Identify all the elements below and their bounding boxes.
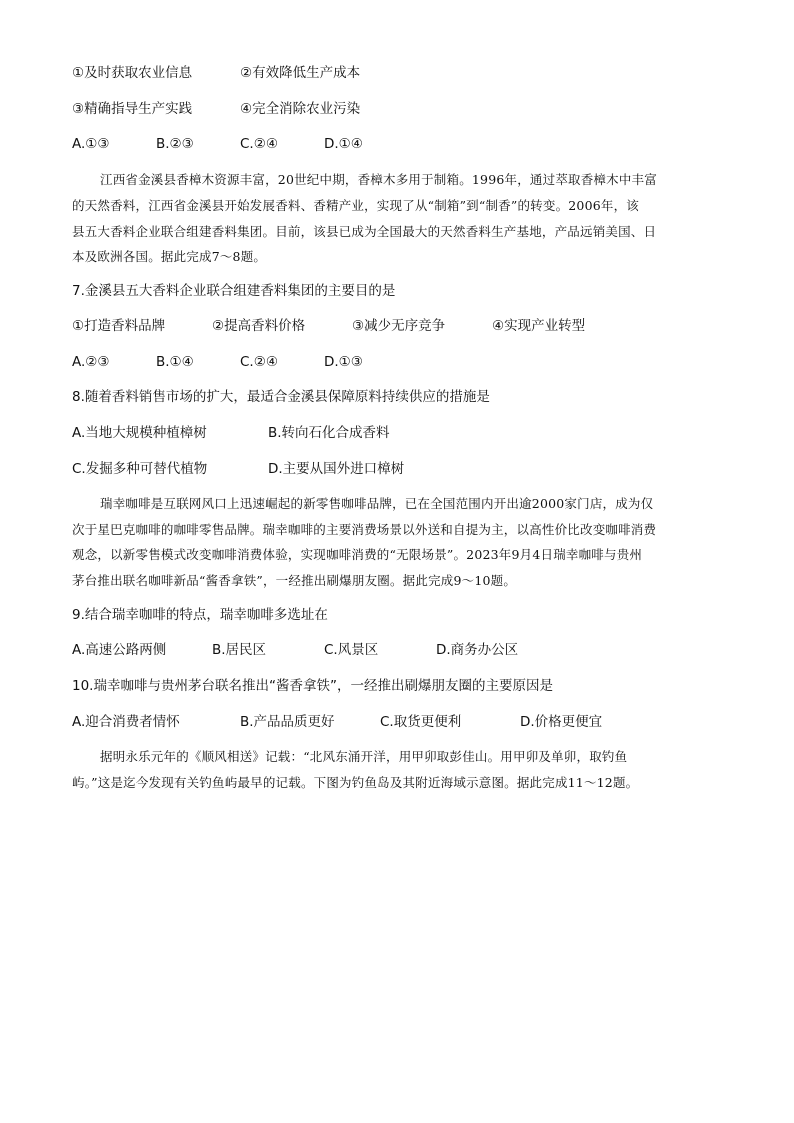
passage-line: 瑞幸咖啡是互联网风口上迅速崛起的新零售咖啡品牌，已在全国范围内开出逾2000家门店，成为仅 bbox=[100, 496, 654, 511]
option-item: ②有效降低生产成本 bbox=[240, 65, 361, 81]
answer-choice: D.商务办公区 bbox=[436, 642, 519, 658]
passage-line: 江西省金溪县香樟木资源丰富，20世纪中期，香樟木多用于制箱。1996年，通过萃取香樟木中丰富 bbox=[100, 172, 657, 187]
passage-line: 的天然香料，江西省金溪县开始发展香料、香精产业，实现了从“制箱”到“制香”的转变。2006年，该 bbox=[72, 198, 639, 213]
answer-choice: D.主要从国外进口樟树 bbox=[268, 461, 405, 477]
option-item: ③精确指导生产实践 bbox=[72, 101, 193, 117]
answer-choice: D.①③ bbox=[324, 354, 363, 370]
passage-line: 次于星巴克咖啡的咖啡零售品牌。瑞幸咖啡的主要消费场景以外送和自提为主，以高性价比改变咖啡消费 bbox=[72, 522, 657, 537]
option-item: ③减少无序竞争 bbox=[352, 318, 446, 334]
answer-choice: A.①③ bbox=[72, 136, 110, 152]
answer-choice: A.迎合消费者情怀 bbox=[72, 714, 180, 730]
question-stem-7: 7.金溪县五大香料企业联合组建香料集团的主要目的是 bbox=[72, 283, 396, 299]
passage-line: 县五大香料企业联合组建香料集团。目前，该县已成为全国最大的天然香料生产基地，产品远销美国、日 bbox=[72, 224, 657, 239]
answer-choice: B.②③ bbox=[156, 136, 194, 152]
passage-line: 据明永乐元年的《顺风相送》记载：“北风东涌开洋，用甲卯取彭佳山。用甲卯及单卯，取钓鱼 bbox=[100, 749, 628, 764]
answer-choice: C.风景区 bbox=[324, 642, 379, 658]
option-item: ②提高香料价格 bbox=[212, 318, 306, 334]
answer-choice: B.转向石化合成香料 bbox=[268, 425, 390, 441]
option-item: ①打造香料品牌 bbox=[72, 318, 166, 334]
passage-line: 本及欧洲各国。据此完成7～8题。 bbox=[72, 249, 267, 264]
passage-line: 观念，以新零售模式改变咖啡消费体验，实现咖啡消费的“无限场景”。2023年9月4日瑞幸咖啡与贵州 bbox=[72, 547, 643, 562]
answer-choice: D.①④ bbox=[324, 136, 363, 152]
option-item: ①及时获取农业信息 bbox=[72, 65, 193, 81]
answer-choice: B.居民区 bbox=[212, 642, 267, 658]
answer-choice: B.①④ bbox=[156, 354, 194, 370]
passage-line: 茅台推出联名咖啡新品“酱香拿铁”，一经推出刷爆朋友圈。据此完成9～10题。 bbox=[72, 573, 517, 588]
answer-choice: B.产品品质更好 bbox=[240, 714, 335, 730]
answer-choice: C.②④ bbox=[240, 354, 278, 370]
answer-choice: A.②③ bbox=[72, 354, 110, 370]
answer-choice: A.高速公路两侧 bbox=[72, 642, 167, 658]
option-item: ④实现产业转型 bbox=[492, 318, 586, 334]
answer-choice: A.当地大规模种植樟树 bbox=[72, 425, 207, 441]
question-stem-10: 10.瑞幸咖啡与贵州茅台联名推出“酱香拿铁”，一经推出刷爆朋友圈的主要原因是 bbox=[72, 678, 553, 694]
answer-choice: D.价格更便宜 bbox=[520, 714, 603, 730]
answer-choice: C.②④ bbox=[240, 136, 278, 152]
answer-choice: C.发掘多种可替代植物 bbox=[72, 461, 208, 477]
answer-choice: C.取货更便利 bbox=[380, 714, 462, 730]
question-stem-8: 8.随着香料销售市场的扩大，最适合金溪县保障原料持续供应的措施是 bbox=[72, 389, 490, 405]
passage-line: 屿。”这是迄今发现有关钓鱼屿最早的记载。下图为钓鱼岛及其附近海域示意图。据此完成11～12题。 bbox=[72, 775, 639, 790]
option-item: ④完全消除农业污染 bbox=[240, 101, 361, 117]
question-stem-9: 9.结合瑞幸咖啡的特点，瑞幸咖啡多选址在 bbox=[72, 607, 328, 623]
